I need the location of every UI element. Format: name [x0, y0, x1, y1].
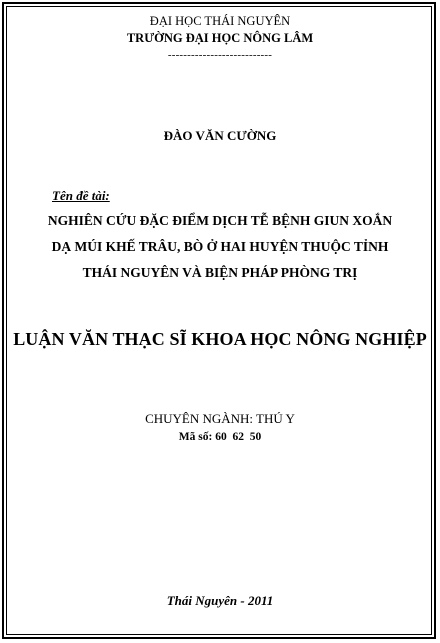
major: CHUYÊN NGÀNH: THÚ Y [145, 411, 295, 426]
school-name: TRƯỜNG ĐẠI HỌC NÔNG LÂM [126, 31, 314, 45]
title-line-2: DẠ MÚI KHẾ TRÂU, BÒ Ở HAI HUYỆN THUỘC TỈNH [51, 239, 389, 254]
title-line-3: THÁI NGUYÊN VÀ BIỆN PHÁP PHÒNG TRỊ [82, 265, 358, 280]
topic-label: Tên đề tài: [52, 188, 110, 203]
thesis-type: LUẬN VĂN THẠC SĨ KHOA HỌC NÔNG NGHIỆP [13, 329, 427, 349]
page-border-inner [6, 6, 432, 635]
header-separator: --------------------------- [167, 49, 273, 61]
title-line-1: NGHIÊN CỨU ĐẶC ĐIỂM DỊCH TỄ BỆNH GIUN XOẮN [47, 213, 393, 228]
major-code: Mã số: 60 62 50 [178, 431, 262, 443]
author-name: ĐÀO VĂN CƯỜNG [163, 128, 277, 143]
place-year: Thái Nguyên - 2011 [166, 593, 274, 608]
university-name: ĐẠI HỌC THÁI NGUYÊN [149, 14, 291, 28]
